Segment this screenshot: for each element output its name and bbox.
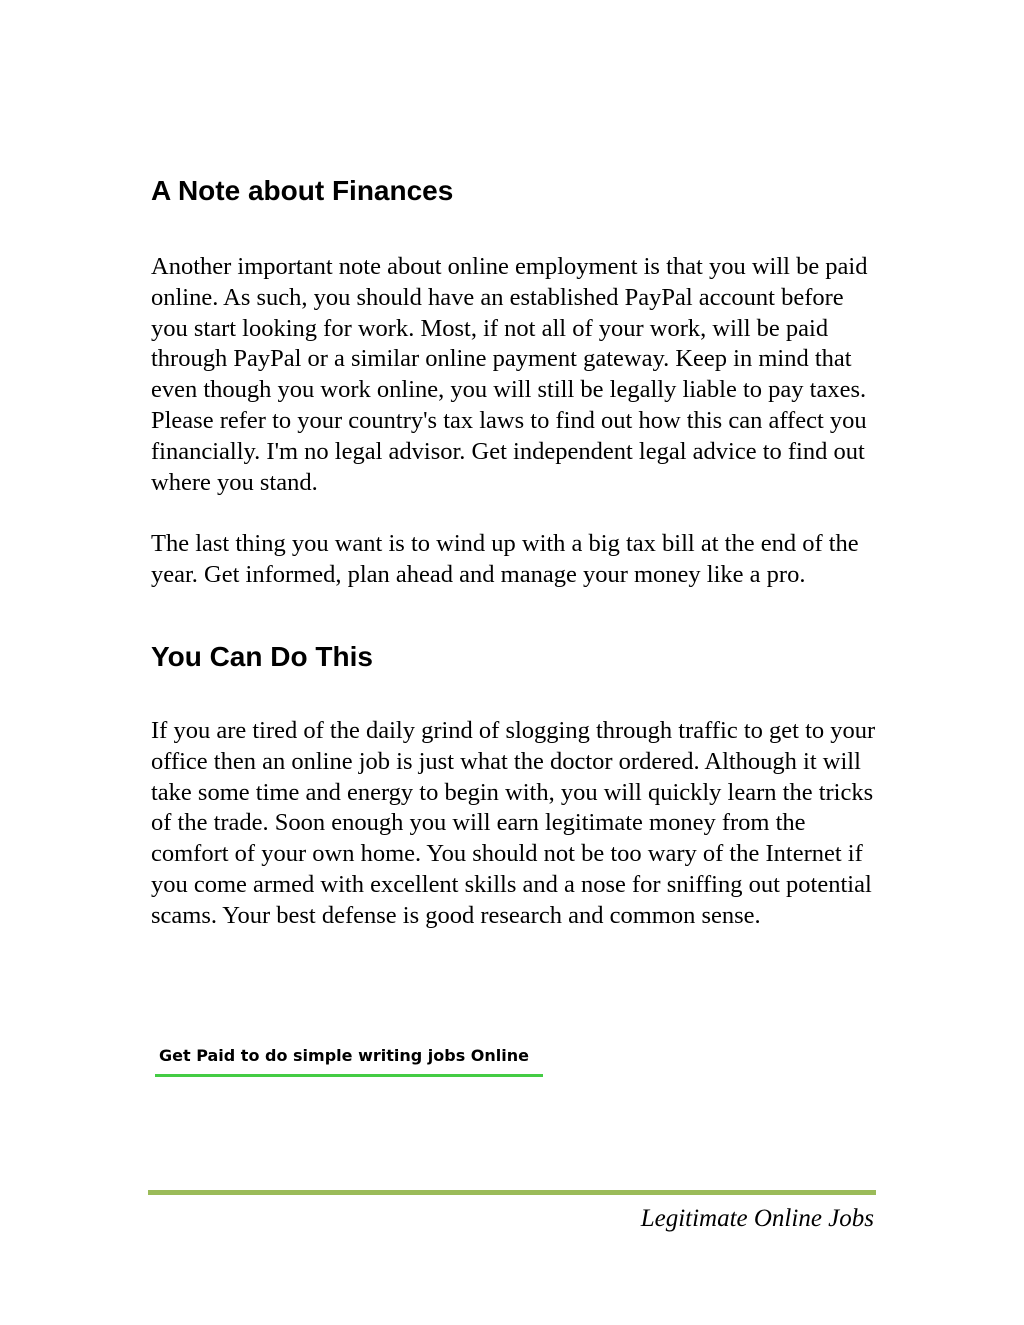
paragraph-finances-tax: The last thing you want is to wind up with a big tax bill at the end of the year. Get informed, plan ahead and manage your money like a pro. [151,530,859,588]
link-underline [155,1074,543,1077]
writing-jobs-link[interactable]: Get Paid to do simple writing jobs Online [159,1046,529,1065]
footer-title: Legitimate Online Jobs [640,1205,874,1232]
section-heading-finances: A Note about Finances [151,175,454,206]
paragraph-you-can-do-this: If you are tired of the daily grind of slogging through traffic to get to your office then an online job is just what the doctor ordered. Although it will take some time and energy to begin with, you will quickly learn the tricks of the trade. Soon enough you will earn legitimate money from the comfort of your own home. You should not be too wary of the Internet if you come armed with excellent skills and a nose for sniffing out potential scams. Your best defense is good research and common sense. [151,717,876,929]
footer-divider [148,1190,876,1195]
paragraph-finances-payment: Another important note about online employment is that you will be paid online. As such, you should have an established PayPal account before you start looking for work. Most, if not all of your work, will be paid through PayPal or a similar online payment gateway. Keep in mind that even though you work online, you will still be legally liable to pay taxes. Please refer to your country's tax laws to find out how this can affect you financially. I'm no legal advisor. Get independent legal advice to find out where you stand. [151,253,868,496]
section-heading-you-can-do-this: You Can Do This [151,641,373,672]
